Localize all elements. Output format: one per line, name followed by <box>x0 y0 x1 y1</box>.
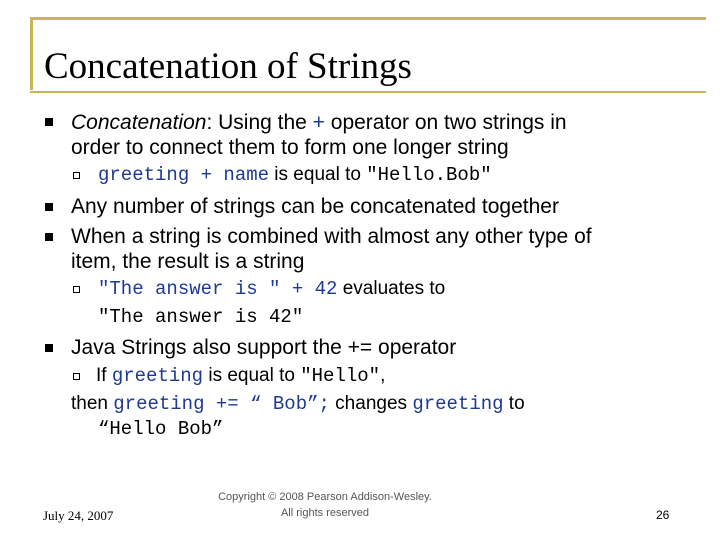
bullet-concatenation-line2: order to connect them to form one longer string <box>71 136 509 159</box>
sub-then-greeting: then greeting += “ Bob”; changes greeting to <box>71 393 525 415</box>
sub-bullet-marker <box>73 373 80 380</box>
sub-if-greeting: If greeting is equal to "Hello", <box>96 365 386 387</box>
bullet-combined-line2: item, the result is a string <box>71 250 305 273</box>
title-frame-top-rule <box>30 17 706 20</box>
sub-greeting-example: greeting + name is equal to "Hello.Bob" <box>98 164 492 186</box>
bullet-marker <box>45 118 53 126</box>
sub-hello-bob: “Hello Bob” <box>98 418 224 440</box>
bullet-plus-equals: Java Strings also support the += operator <box>71 336 457 359</box>
sub-bullet-marker <box>73 286 80 293</box>
page-number: 26 <box>656 508 670 522</box>
title-frame-left-rule <box>30 17 33 90</box>
bullet-any-number: Any number of strings can be concatenated together <box>71 195 559 218</box>
footer-copyright: Copyright © 2008 Pearson Addison-Wesley. All rights reserved <box>218 491 432 519</box>
bullet-marker <box>45 203 53 211</box>
bullet-combined: When a string is combined with almost any other type of <box>71 225 592 248</box>
bullet-marker <box>45 344 53 352</box>
bullet-concatenation: Concatenation: Using the + operator on two strings in <box>71 111 567 134</box>
bullet-marker <box>45 233 53 241</box>
slide-title: Concatenation of Strings <box>44 46 412 87</box>
footer-date: July 24, 2007 <box>43 508 114 523</box>
term-concatenation: Concatenation <box>71 111 207 134</box>
sub-bullet-marker <box>73 172 80 179</box>
sub-answer-result: "The answer is 42" <box>98 306 304 328</box>
sub-answer-example: "The answer is " + 42 evaluates to <box>98 278 446 300</box>
